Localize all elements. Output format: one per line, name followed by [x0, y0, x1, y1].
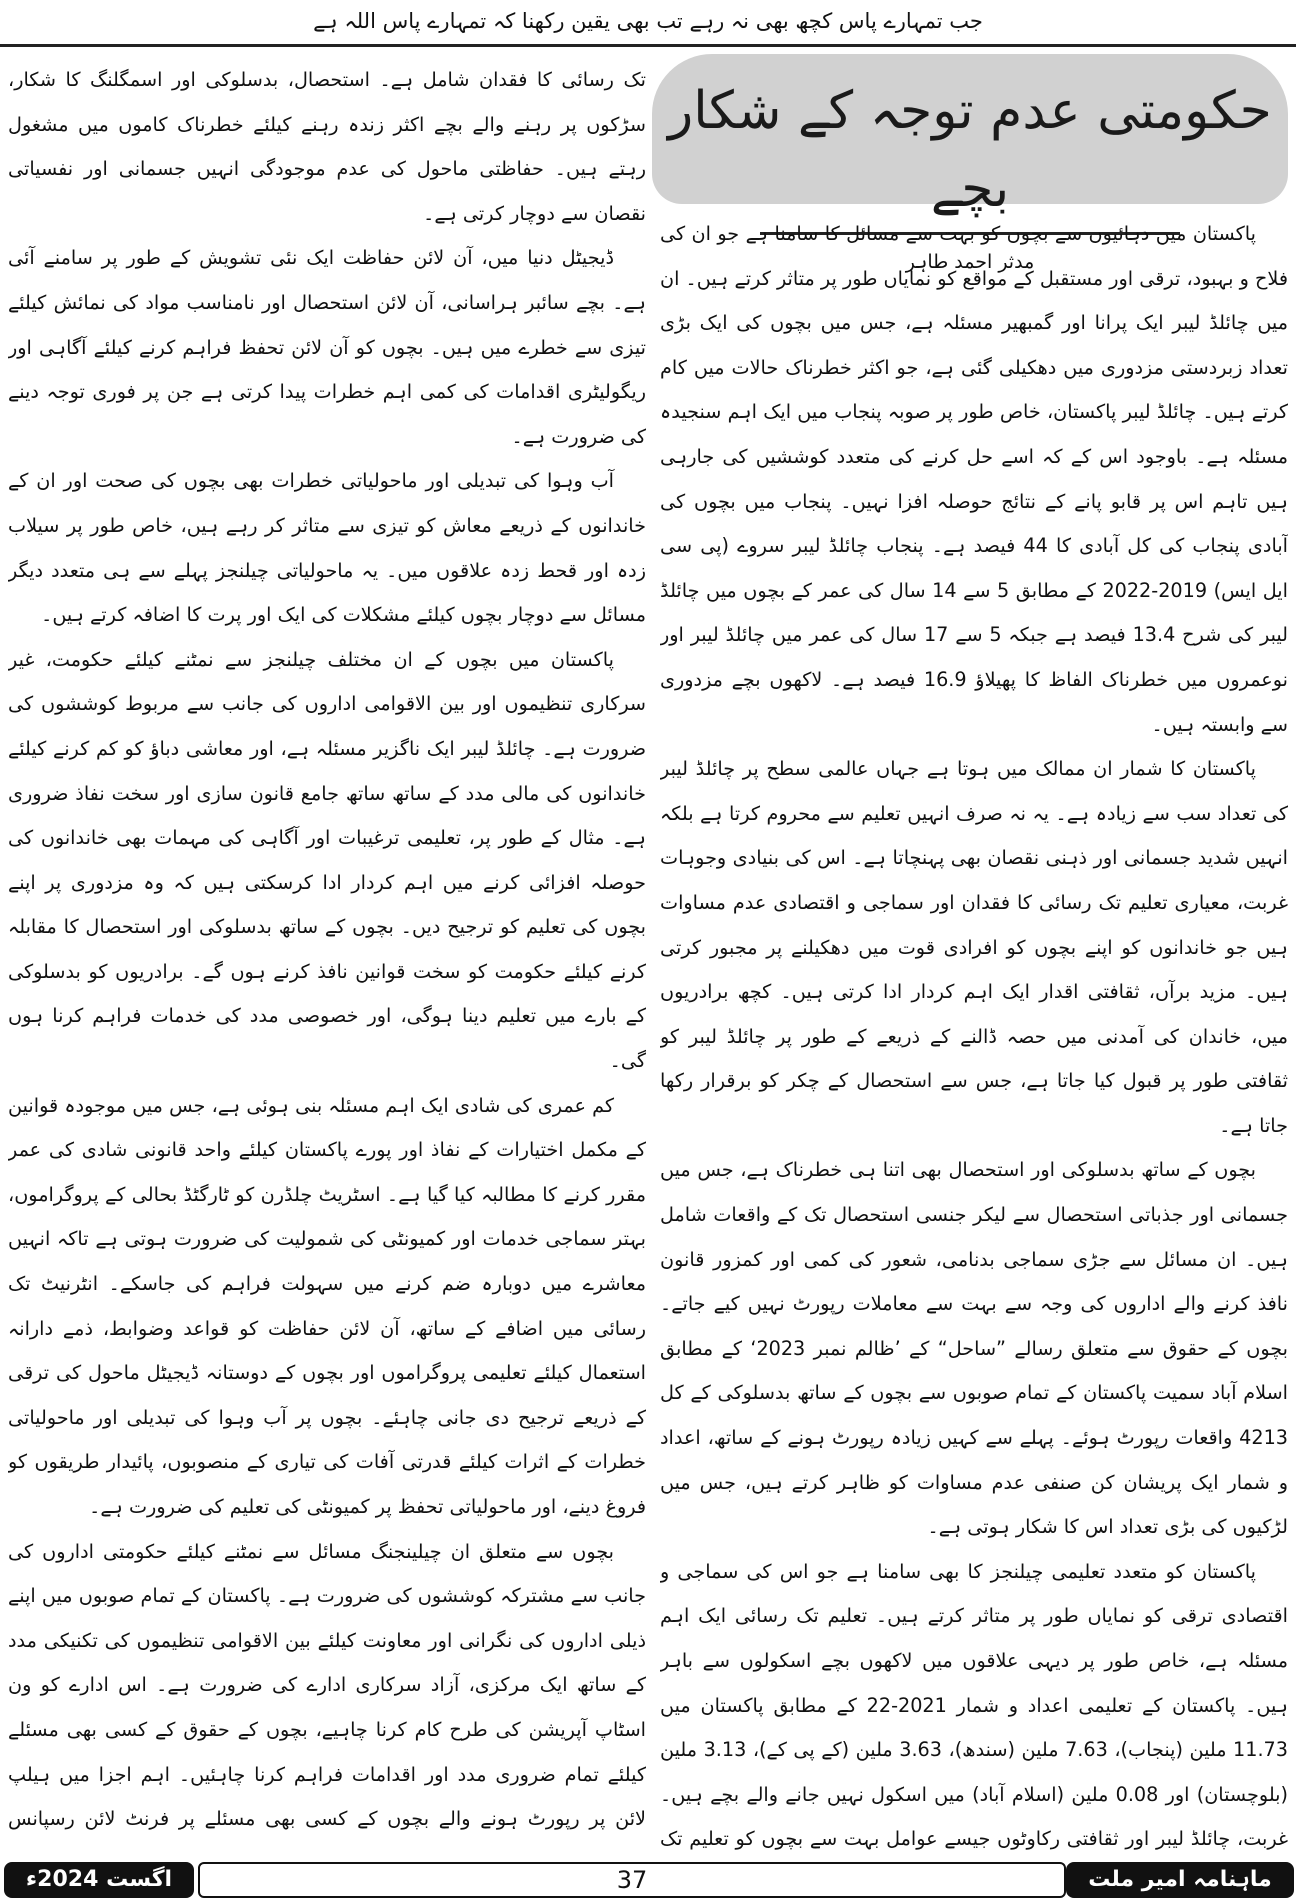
paragraph: بچوں سے متعلق ان چیلینجنگ مسائل سے نمٹنے کیلئے حکومتی اداروں کی جانب سے مشترکہ کوششوں کی ضرورت ہے۔ پاکستان کے تمام صوبوں میں اپنے ذیلی اداروں کی نگرانی اور معاونت کیلئے بین الاقوامی تنظیموں کی تکنیکی مدد کے ساتھ ایک مرکزی، آزاد سرکاری ادارے کی ضرورت ہے۔ اس ادارے کو ون اسٹاپ آپریشن کی طرح کام کرنا چاہیے، بچوں کے حقوق کے کسی بھی مسئلے کیلئے تمام ضروری مدد اور اقدامات فراہم کرنا چاہئیں۔ اہم اجزا میں ہیلپ لائن پر رپورٹ ہونے والے بچوں کے کسی بھی مسئلے پر فرنٹ لائن رسپانس [8, 1539, 646, 1831]
article-title: حکومتی عدم توجہ کے شکار بچے [668, 81, 1272, 219]
paragraph: ڈیجیٹل دنیا میں، آن لائن حفاظت ایک نئی تشویش کے طور پر سامنے آئی ہے۔ بچے سائبر ہراسانی، آن لائن استحصال اور نامناسب مواد کی نمائش کیلئے تیزی سے خطرے میں ہیں۔ بچوں کو آن لائن تحفظ فراہم کرنے کیلئے آگاہی اور ریگولیٹری اقدامات کی کمی اہم خطرات پیدا کرتی ہے جن پر فوری توجہ دینے کی ضرورت ہے۔ [8, 246, 646, 448]
paragraph: آب وہوا کی تبدیلی اور ماحولیاتی خطرات بھی بچوں کی صحت اور ان کے خاندانوں کے ذریعے معاش کو تیزی سے متاثر کر رہے ہیں، خاص طور پر سیلاب زدہ اور قحط زدہ علاقوں میں۔ یہ ماحولیاتی چیلنجز پہلے سے ہی متعدد دیگر مسائل سے دوچار بچوں کیلئے مشکلات کی ایک اور پرت کا اضافہ کرتے ہیں۔ [8, 469, 646, 627]
paragraph: کم عمری کی شادی ایک اہم مسئلہ بنی ہوئی ہے، جس میں موجودہ قوانین کے مکمل اختیارات کے نفاذ اور پورے پاکستان کیلئے واحد قانونی شادی کی عمر مقرر کرنے کا مطالبہ کیا گیا ہے۔ اسٹریٹ چلڈرن کو ٹارگٹڈ بحالی کے پروگراموں، بہتر سماجی خدمات اور کمیونٹی کی شمولیت کی ضرورت ہوتی ہے تاکہ انہیں معاشرے میں دوبارہ ضم کرنے میں سہولت فراہم کی جاسکے۔ انٹرنیٹ تک رسائی میں اضافے کے ساتھ، آن لائن حفاظت کو قواعد وضوابط، ذمے دارانہ استعمال کیلئے تعلیمی پروگراموں اور بچوں کے دوستانہ ڈیجیٹل ماحول کی ترقی کے ذریعے ترجیح دی جانی چاہئے۔ بچوں پر آب وہوا کی تبدیلی اور ماحولیاتی خطرات کے اثرات کیلئے قدرتی آفات کی تیاری کے منصوبوں، پائیدار طریقوں کو فروغ دینے، اور ماحولیاتی تحفظ پر کمیونٹی کی تعلیم کی ضرورت ہے۔ [8, 1093, 646, 1518]
page-footer [0, 1860, 1296, 1900]
paragraph: پاکستان میں بچوں کے ان مختلف چیلنجز سے نمٹنے کیلئے حکومت، غیر سرکاری تنظیموں اور بین الاقوامی اداروں کی جانب سے مربوط کوششوں کی ضرورت ہے۔ چائلڈ لیبر ایک ناگزیر مسئلہ ہے، اور معاشی دباؤ کو کم کرنے کیلئے خاندانوں کی مالی مدد کے ساتھ ساتھ جامع قانون سازی اور سخت نفاذ ضروری ہے۔ مثال کے طور پر، تعلیمی ترغیبات اور آگاہی کی مہمات بھی خاندانوں کی حوصلہ افزائی کرنے میں اہم کردار ادا کرسکتی ہیں کہ وہ مزدوری پر اپنے بچوں کی تعلیم کو ترجیح دیں۔ بچوں کے ساتھ بدسلوکی اور استحصال کا مقابلہ کرنے کیلئے حکومت کو سخت قوانین نافذ کرنے ہوں گے۔ برادریوں کو بدسلوکی کے بارے میں تعلیم دینا ہوگی، اور خصوصی مدد کی خدمات فراہم کرنا ہوں گی۔ [8, 647, 646, 1073]
issue-date: اگست 2024ء [4, 1862, 194, 1898]
magazine-name: ماہنامہ امیر ملت [1066, 1862, 1294, 1898]
article-column-right [660, 212, 1288, 1852]
header-divider [0, 44, 1296, 47]
paragraph: پاکستان کو متعدد تعلیمی چیلنجز کا بھی سامنا ہے جو اس کی سماجی و اقتصادی ترقی کو نمایاں طور پر متاثر کرتے ہیں۔ تعلیم تک رسائی ایک اہم مسئلہ ہے، خاص طور پر دیہی علاقوں میں لاکھوں بچے اسکولوں سے باہر ہیں۔ پاکستان کے تعلیمی اعداد و شمار 2021-22 کے مطابق پاکستان میں 11.73 ملین (پنجاب)، 7.63 ملین (سندھ)، 3.63 ملین (کے پی کے)، 3.13 ملین (بلوچستان) اور 0.08 ملین (اسلام آباد) میں اسکول نہیں جانے والے بچے ہیں۔ غربت، چائلڈ لیبر اور ثقافتی رکاوٹوں جیسے عوامل بہت سے بچوں کو تعلیم تک [660, 1559, 1288, 1851]
paragraph: بچوں کے ساتھ بدسلوکی اور استحصال بھی اتنا ہی خطرناک ہے، جس میں جسمانی اور جذباتی استحصال سے لیکر جنسی استحصال تک کے واقعات شامل ہیں۔ ان مسائل سے جڑی سماجی بدنامی، شعور کی کمی اور کمزور قانون نافذ کرنے والے اداروں کی وجہ سے بہت سے معاملات رپورٹ نہیں کیے جاتے۔ بچوں کے حقوق سے متعلق رسالے ”ساحل“ کے ’ظالم نمبر 2023‘ کے مطابق اسلام آباد سمیت پاکستان کے تمام صوبوں سے بچوں کے ساتھ بدسلوکی کے کل 4213 واقعات رپورٹ ہوئے۔ پہلے سے کہیں زیادہ رپورٹ ہونے کے ساتھ، اعداد و شمار ایک پریشان کن صنفی عدم مساوات کو ظاہر کرتے ہیں، جس میں لڑکیوں کی بڑی تعداد اس کا شکار ہوتی ہے۔ [660, 1158, 1288, 1539]
paragraph: پاکستان کا شمار ان ممالک میں ہوتا ہے جہاں عالمی سطح پر چائلڈ لیبر کی تعداد سب سے زیادہ ہے۔ یہ نہ صرف انہیں تعلیم سے محروم کرتا ہے بلکہ انہیں شدید جسمانی اور ذہنی نقصان بھی پہنچاتا ہے۔ اس کی بنیادی وجوہات غربت، معیاری تعلیم تک رسائی کا فقدان اور سماجی و اقتصادی عدم مساوات ہیں جو خاندانوں کو اپنے بچوں کو افرادی قوت میں دھکیلنے پر مجبور کرتی ہیں۔ مزید برآں، ثقافتی اقدار ایک اہم کردار ادا کرتی ہیں۔ کچھ برادریوں میں، خاندان کی آمدنی میں حصہ ڈالنے کے ذریعے کے طور پر چائلڈ لیبر کو ثقافتی طور پر قبول کیا جاتا ہے، جس سے استحصال کے چکر کو برقرار رکھا جاتا ہے۔ [660, 757, 1288, 1137]
article-author: مدثر احمد طاہر [905, 251, 1035, 273]
paragraph: پاکستان میں دہائیوں سے بچوں کو بہت سے مسائل کا سامنا ہے جو ان کی فلاح و بہبود، ترقی اور مستقبل کے مواقع کو نمایاں طور پر متاثر کرتے ہیں۔ ان میں چائلڈ لیبر ایک پرانا اور گمبھیر مسئلہ ہے، جس میں بچوں کی ایک بڑی تعداد زبردستی مزدوری میں دھکیلی گئی ہے، جو اکثر خطرناک حالات میں کام کرتے ہیں۔ چائلڈ لیبر پاکستان، خاص طور پر صوبہ پنجاب میں ایک اہم سنجیدہ مسئلہ ہے۔ باوجود اس کے کہ اسے حل کرنے کی متعدد کوششیں کی جارہی ہیں تاہم اس پر قابو پانے کے نتائج حوصلہ افزا نہیں۔ پنجاب میں بچوں کی آبادی پنجاب کی کل آبادی کا 44 فیصد ہے۔ پنجاب چائلڈ لیبر سروے (پی سی ایل ایس) 2019-2022 کے مطابق 5 سے 14 سال کی عمر کے بچوں میں چائلڈ لیبر کی شرح 13.4 فیصد ہے جبکہ 5 سے 17 سال کی عمر میں چائلڈ لیبر اور نوعمروں میں خطرناک الفاظ کا پھیلاؤ 16.9 فیصد ہے۔ لاکھوں بچے مزدوری سے وابستہ ہیں۔ [660, 222, 1288, 736]
page-number: 37 [198, 1862, 1066, 1898]
header-quote: جب تمہارے پاس کچھ بھی نہ رہے تب بھی یقین رکھنا کہ تمہارے پاس اللہ ہے [313, 9, 983, 33]
article-title-box [652, 54, 1288, 273]
article-column-left [8, 58, 646, 1852]
paragraph: تک رسائی کا فقدان شامل ہے۔ استحصال، بدسلوکی اور اسمگلنگ کا شکار، سڑکوں پر رہنے والے بچے اکثر زندہ رہنے کیلئے خطرناک کاموں میں مشغول رہتے ہیں۔ حفاظتی ماحول کی عدم موجودگی انہیں جسمانی اور نفسیاتی نقصان سے دوچار کرتی ہے۔ [8, 68, 646, 225]
